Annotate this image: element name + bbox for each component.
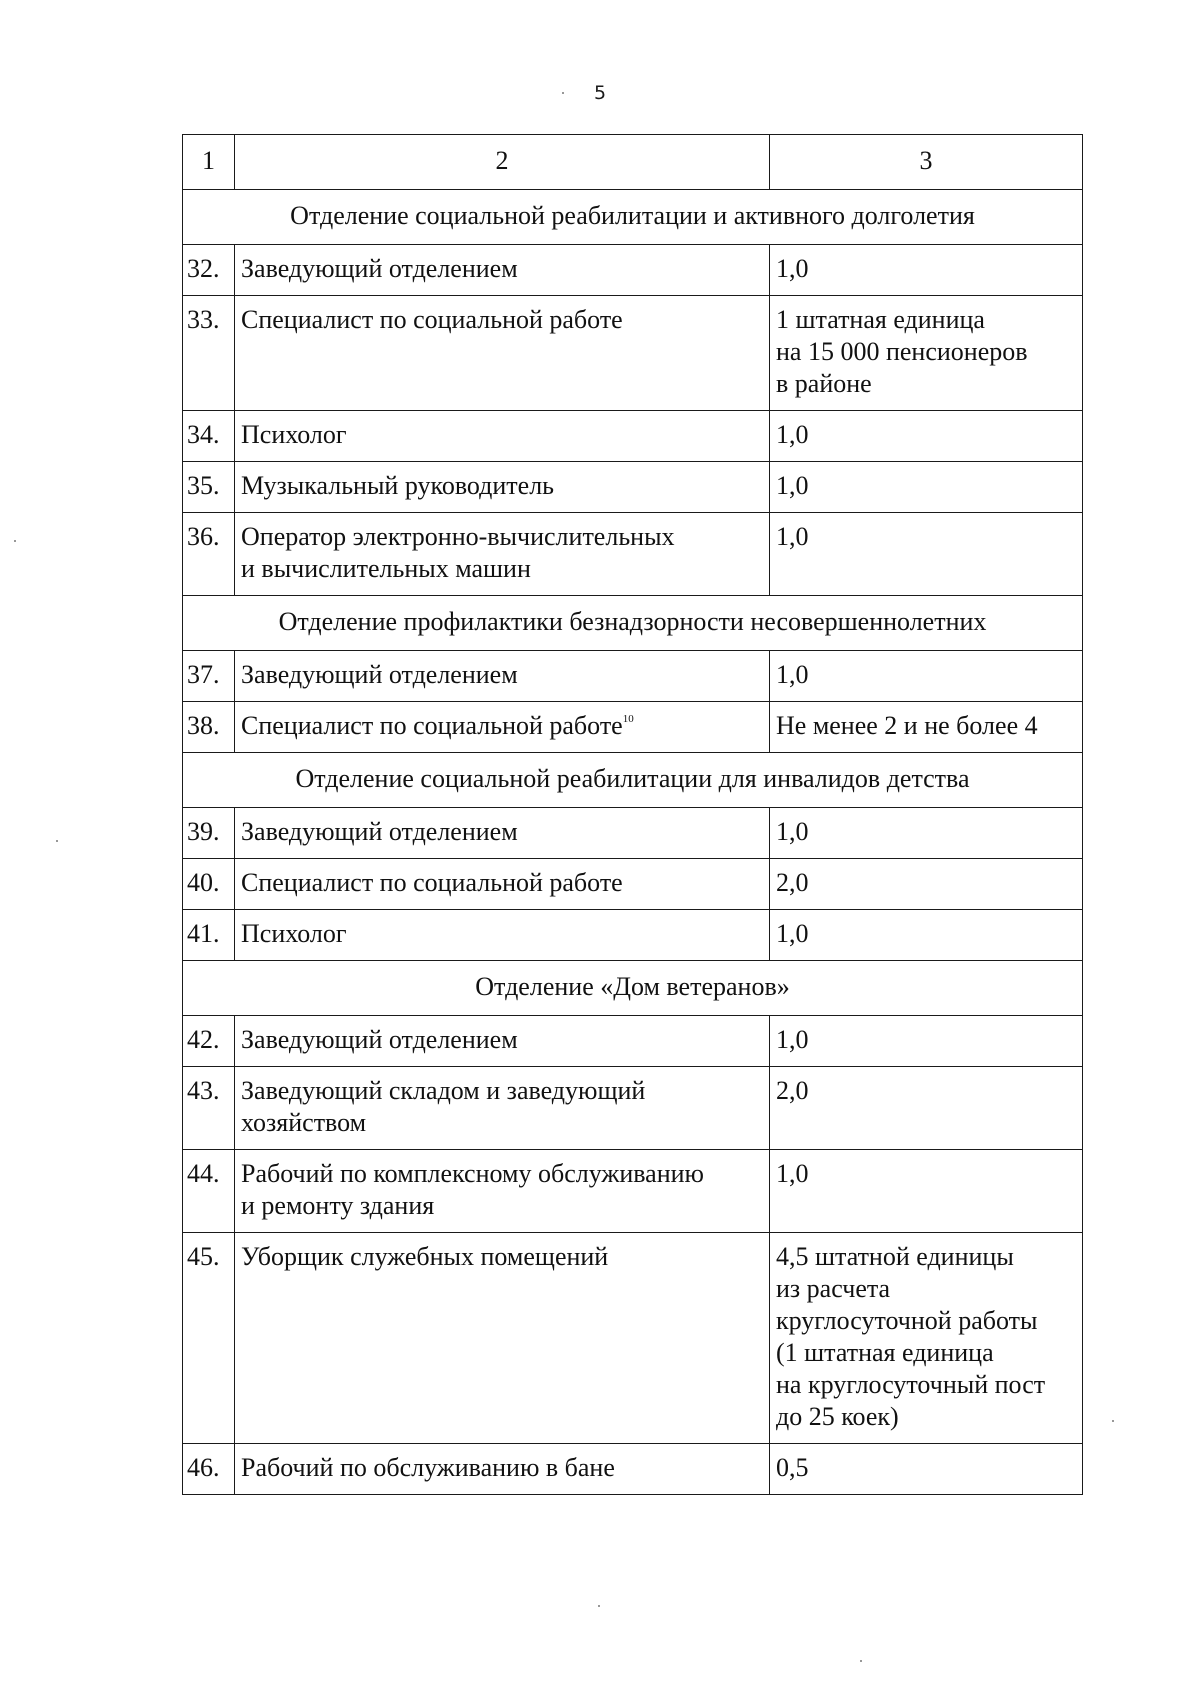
position-name: [235, 462, 770, 513]
position-name-text: Специалист по социальной работе: [241, 711, 623, 740]
column-header-quantity: 3: [770, 135, 1083, 190]
staff-quantity-text: 1,0: [776, 1025, 809, 1054]
position-name-text: Уборщик служебных помещений: [241, 1242, 609, 1271]
staffing-table: [182, 134, 1083, 1495]
scan-speck: [56, 840, 58, 842]
staff-quantity: [770, 808, 1083, 859]
position-name: [235, 651, 770, 702]
staff-quantity: [770, 462, 1083, 513]
scan-speck: [860, 1660, 862, 1662]
position-name-text: Оператор электронно-вычислительных и вычислительных машин: [241, 522, 675, 583]
position-name-text: Музыкальный руководитель: [241, 471, 555, 500]
table-row: [183, 1016, 1083, 1067]
row-number-text: 40.: [187, 868, 220, 897]
staff-quantity: [770, 1444, 1083, 1495]
position-name: [235, 1016, 770, 1067]
row-number-text: 37.: [187, 660, 220, 689]
row-number: [183, 245, 235, 296]
staff-quantity: [770, 245, 1083, 296]
section-header-row: [183, 961, 1083, 1016]
footnote-marker: 10: [622, 713, 634, 725]
row-number: [183, 1016, 235, 1067]
table-row: [183, 859, 1083, 910]
table-row: [183, 245, 1083, 296]
scan-speck: [562, 92, 564, 94]
staff-quantity-text: 1 штатная единица на 15 000 пенсионеров в районе: [776, 305, 1028, 398]
position-name-text: Заведующий складом и заведующий хозяйством: [241, 1076, 646, 1137]
position-name-text: Рабочий по комплексному обслуживанию и ремонту здания: [241, 1159, 704, 1220]
column-header-position: 2: [235, 135, 770, 190]
staff-quantity: [770, 702, 1083, 753]
section-header-row: [183, 190, 1083, 245]
row-number-text: 34.: [187, 420, 220, 449]
row-number-text: 39.: [187, 817, 220, 846]
position-name: [235, 245, 770, 296]
row-number-text: 43.: [187, 1076, 220, 1105]
position-name-text: Специалист по социальной работе: [241, 305, 623, 334]
position-name-text: Заведующий отделением: [241, 1025, 518, 1054]
table-row: [183, 1067, 1083, 1150]
row-number: [183, 296, 235, 411]
page-number: 5: [593, 82, 607, 104]
staff-quantity: [770, 1150, 1083, 1233]
section-title: Отделение социальной реабилитации и активного долголетия: [183, 190, 1083, 245]
row-number: [183, 859, 235, 910]
table-row: [183, 910, 1083, 961]
staff-quantity-text: 1,0: [776, 919, 809, 948]
table-row: [183, 808, 1083, 859]
table-row: [183, 513, 1083, 596]
staff-quantity-text: 1,0: [776, 522, 809, 551]
row-number: [183, 513, 235, 596]
staff-quantity-text: 1,0: [776, 420, 809, 449]
row-number: [183, 411, 235, 462]
row-number-text: 46.: [187, 1453, 220, 1482]
section-title: Отделение социальной реабилитации для инвалидов детства: [183, 753, 1083, 808]
row-number-text: 35.: [187, 471, 220, 500]
staff-quantity: [770, 651, 1083, 702]
staff-quantity-text: 1,0: [776, 254, 809, 283]
row-number-text: 41.: [187, 919, 220, 948]
table-row: [183, 462, 1083, 513]
table-row: [183, 1150, 1083, 1233]
position-name: [235, 808, 770, 859]
staff-quantity: [770, 513, 1083, 596]
staff-quantity-text: 1,0: [776, 1159, 809, 1188]
row-number-text: 36.: [187, 522, 220, 551]
table-row: [183, 296, 1083, 411]
position-name: [235, 702, 770, 753]
staff-quantity: [770, 1016, 1083, 1067]
staff-quantity-text: 0,5: [776, 1453, 809, 1482]
position-name-text: Психолог: [241, 919, 347, 948]
row-number-text: 32.: [187, 254, 220, 283]
staff-quantity: [770, 1233, 1083, 1444]
staff-quantity: [770, 859, 1083, 910]
staff-quantity: [770, 910, 1083, 961]
row-number-text: 33.: [187, 305, 220, 334]
row-number: [183, 1067, 235, 1150]
table-row: [183, 702, 1083, 753]
table-row: [183, 1444, 1083, 1495]
position-name: [235, 859, 770, 910]
scan-speck: [598, 1605, 600, 1607]
staff-quantity-text: 4,5 штатной единицы из расчета круглосуточной работы (1 штатная единица на круглосуточный пост до 25 коек): [776, 1242, 1046, 1431]
position-name-text: Заведующий отделением: [241, 817, 518, 846]
staff-quantity: [770, 1067, 1083, 1150]
staff-quantity-text: 2,0: [776, 868, 809, 897]
row-number-text: 45.: [187, 1242, 220, 1271]
staff-quantity-text: 2,0: [776, 1076, 809, 1105]
position-name: [235, 910, 770, 961]
staff-quantity-text: 1,0: [776, 660, 809, 689]
scan-speck: [1112, 1420, 1114, 1422]
row-number-text: 42.: [187, 1025, 220, 1054]
section-header-row: [183, 596, 1083, 651]
position-name: [235, 1444, 770, 1495]
position-name-text: Заведующий отделением: [241, 660, 518, 689]
position-name-text: Заведующий отделением: [241, 254, 518, 283]
column-header-number: 1: [183, 135, 235, 190]
row-number: [183, 1444, 235, 1495]
staff-quantity-text: Не менее 2 и не более 4: [776, 711, 1038, 740]
row-number: [183, 1150, 235, 1233]
position-name: [235, 1067, 770, 1150]
row-number: [183, 1233, 235, 1444]
staff-quantity-text: 1,0: [776, 817, 809, 846]
section-title: Отделение профилактики безнадзорности несовершеннолетних: [183, 596, 1083, 651]
position-name: [235, 1150, 770, 1233]
row-number: [183, 462, 235, 513]
row-number-text: 38.: [187, 711, 220, 740]
table-row: [183, 651, 1083, 702]
staff-quantity-text: 1,0: [776, 471, 809, 500]
row-number: [183, 702, 235, 753]
table-header-row: [183, 135, 1083, 190]
staff-quantity: [770, 296, 1083, 411]
position-name: [235, 411, 770, 462]
position-name: [235, 1233, 770, 1444]
table-row: [183, 411, 1083, 462]
staff-quantity: [770, 411, 1083, 462]
position-name-text: Рабочий по обслуживанию в бане: [241, 1453, 615, 1482]
section-header-row: [183, 753, 1083, 808]
row-number: [183, 651, 235, 702]
position-name: [235, 296, 770, 411]
row-number: [183, 910, 235, 961]
table-row: [183, 1233, 1083, 1444]
row-number: [183, 808, 235, 859]
position-name-text: Специалист по социальной работе: [241, 868, 623, 897]
position-name: [235, 513, 770, 596]
row-number-text: 44.: [187, 1159, 220, 1188]
position-name-text: Психолог: [241, 420, 347, 449]
section-title: Отделение «Дом ветеранов»: [183, 961, 1083, 1016]
scan-speck: [14, 540, 16, 542]
